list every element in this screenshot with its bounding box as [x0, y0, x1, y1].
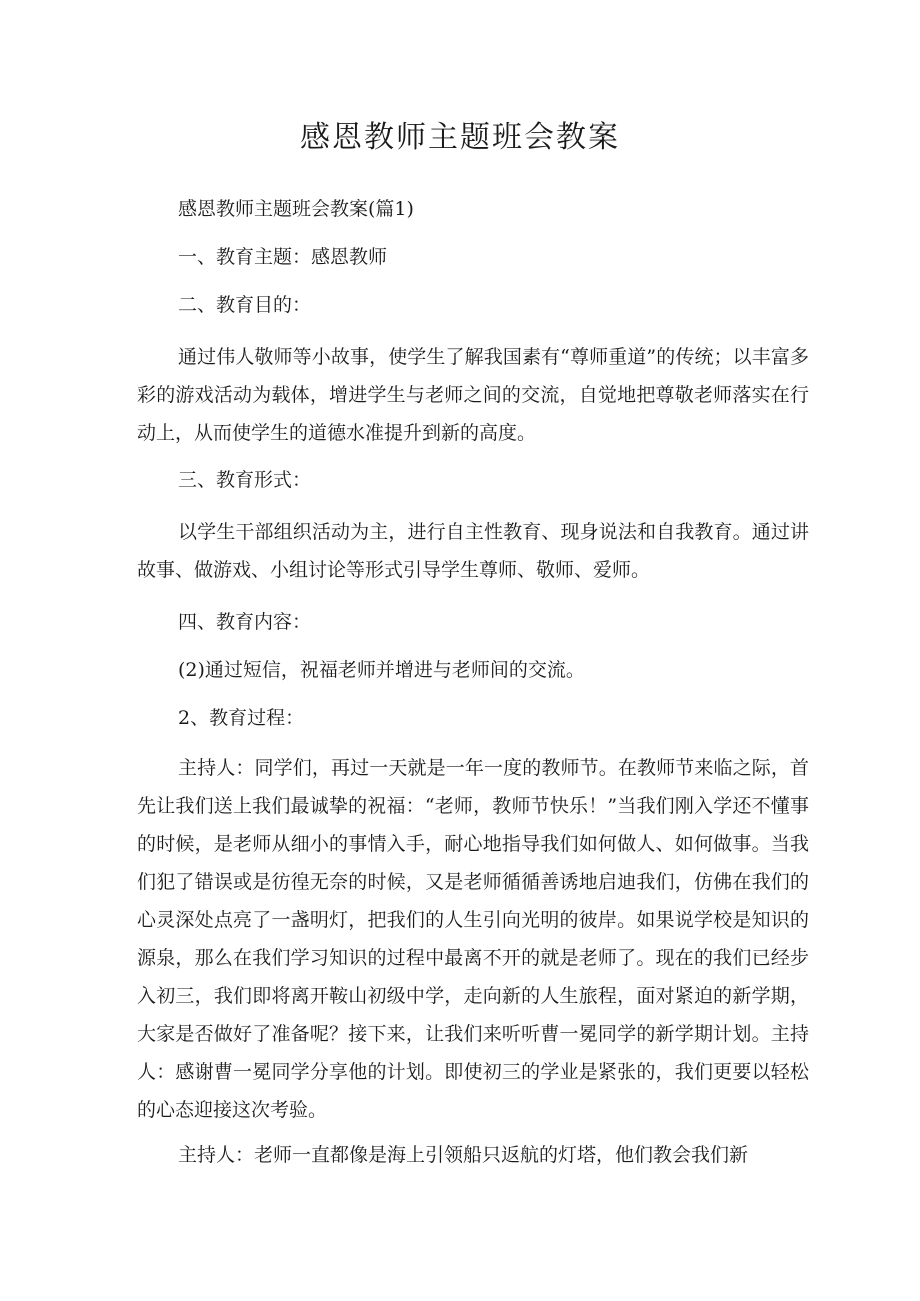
education-form-heading: 三、教育形式：	[178, 469, 312, 491]
education-content-item: (2)通过短信，祝福老师并增进与老师间的交流。	[178, 659, 585, 681]
host-speech-1: 主持人：同学们，再过一天就是一年一度的教师节。在教师节来临之际，首先让我们送上我们最诚挚的祝福：“老师，教师节快乐！”当我们刚入学还不懂事的时候，是老师从细小的事情入手，耐心地指导我们如何做人、如何做事。当我们犯了错误或是彷徨无奈的时候，又是老师循循善诱地启迪我们，仿佛在我们的心灵深处点亮了一盏明灯，把我们的人生引向光明的彼岸。如果说学校是知识的源泉，那么在我们学习知识的过程中最离不开的就是老师了。现在的我们已经步入初三，我们即将离开鞍山初级中学，走向新的人生旅程，面对紧迫的新学期，大家是否做好了准备呢？接下来，让我们来听听曹一冕同学的新学期计划。主持人：感谢曹一冕同学分享他的计划。即使初三的学业是紧张的，我们更要以轻松的心态迎接这次考验。	[137, 757, 809, 1121]
education-theme: 一、教育主题：感恩教师	[178, 246, 388, 268]
document-title: 感恩教师主题班会教案	[300, 120, 620, 155]
education-process-heading: 2、教育过程：	[178, 707, 305, 729]
education-goal-heading: 二、教育目的：	[178, 294, 312, 316]
education-form-text: 以学生干部组织活动为主，进行自主性教育、现身说法和自我教育。通过讲故事、做游戏、小组讨论等形式引导学生尊师、敬师、爱师。	[137, 521, 809, 581]
education-goal-text: 通过伟人敬师等小故事，使学生了解我国素有“尊师重道”的传统；以丰富多彩的游戏活动为载体，增进学生与老师之间的交流，自觉地把尊敬老师落实在行动上，从而使学生的道德水准提升到新的高度。	[137, 346, 809, 444]
education-content-heading: 四、教育内容：	[178, 611, 312, 633]
host-speech-2: 主持人：老师一直都像是海上引领船只返航的灯塔，他们教会我们新	[178, 1144, 749, 1166]
section-heading-part1: 感恩教师主题班会教案(篇1)	[178, 198, 414, 220]
